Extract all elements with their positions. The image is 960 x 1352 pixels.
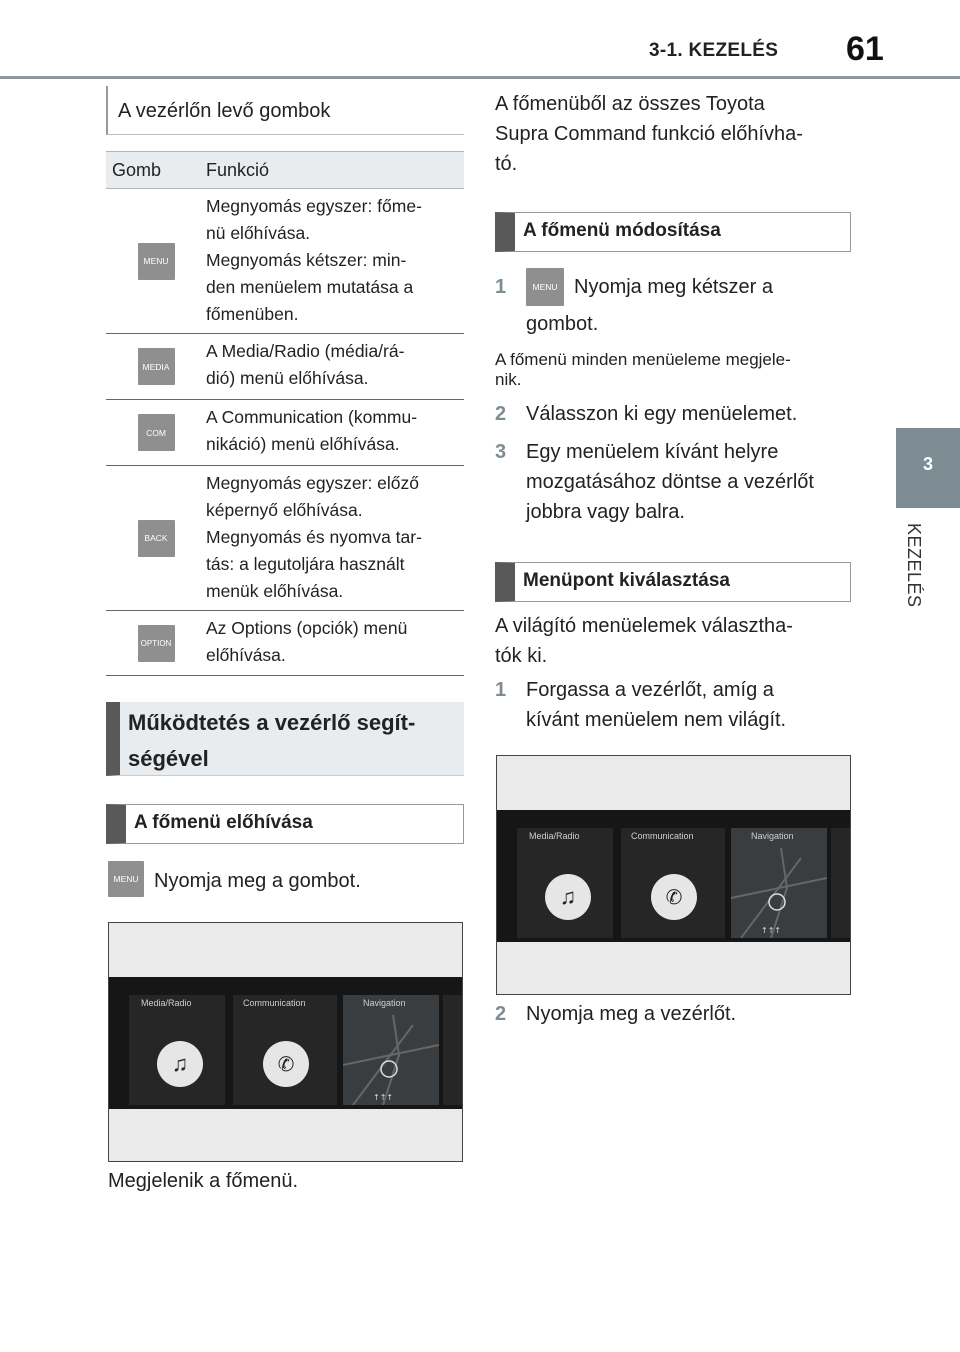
- step-text: Nyomja meg kétszer a: [574, 276, 773, 298]
- com-button-icon: COM: [138, 414, 175, 451]
- phone-icon: ✆: [651, 874, 697, 920]
- heading-line: Működtetés a vezérlő segít-: [128, 710, 416, 735]
- svg-text:↑↑↑: ↑↑↑: [761, 926, 782, 935]
- phone-icon: ✆: [263, 1041, 309, 1087]
- music-note-icon: ♫: [545, 874, 591, 920]
- step-line: Egy menüelem kívánt helyre: [526, 441, 779, 463]
- step-text: [526, 675, 786, 735]
- table-row: [106, 334, 464, 400]
- row-function: [206, 611, 464, 675]
- caption-text: Megjelenik a főmenü.: [108, 1170, 299, 1192]
- chapter-number: 3: [922, 454, 933, 474]
- navigation-tile-label: Navigation: [363, 998, 406, 1008]
- row-line: képernyő előhívása.: [206, 500, 363, 520]
- main-menu-screenshot: [108, 922, 463, 1162]
- header-divider: [0, 76, 960, 79]
- row-function: [206, 400, 464, 465]
- communication-tile: [621, 828, 725, 938]
- table-row: [106, 611, 464, 676]
- step-text: Válasszon ki egy menüelemet.: [526, 403, 798, 425]
- media-button-icon: MEDIA: [138, 348, 175, 385]
- note-text: [495, 350, 791, 390]
- note-line: nik.: [495, 370, 522, 389]
- next-tile: [831, 828, 851, 938]
- step-line: mozgatásához döntse a vezérlőt: [526, 471, 814, 493]
- row-line: tás: a legutoljára használt: [206, 554, 405, 574]
- menu-button-icon: MENU: [526, 268, 564, 306]
- screen-area: [497, 810, 850, 942]
- step-line: kívánt menüelem nem világít.: [526, 709, 787, 731]
- media-tile-label: Media/Radio: [141, 998, 192, 1008]
- menu-button-icon: MENU: [138, 243, 175, 280]
- map-icon: [343, 995, 439, 1105]
- step-number: 3: [495, 441, 507, 463]
- section-heading-controller: [106, 702, 464, 776]
- row-line: Megnyomás egyszer: főme-: [206, 196, 422, 216]
- page-number: 61: [846, 30, 884, 68]
- row-line: A Media/Radio (média/rá-: [206, 341, 405, 361]
- row-line: Megnyomás egyszer: előző: [206, 473, 420, 493]
- step-number: 1: [495, 679, 507, 701]
- row-line: nikáció) menü előhívása.: [206, 434, 400, 454]
- step-text: Nyomja meg a vezérlőt.: [526, 1003, 737, 1025]
- svg-text:↑↑↑: ↑↑↑: [373, 1093, 394, 1102]
- step-number: 2: [495, 403, 507, 425]
- menu-button-icon: MENU: [108, 861, 144, 897]
- music-note-icon: ♫: [157, 1041, 203, 1087]
- row-line: főmenüben.: [206, 304, 299, 324]
- option-button-icon: OPTION: [138, 625, 175, 662]
- row-line: dió) menü előhívása.: [206, 368, 369, 388]
- chapter-label-wrap: [900, 515, 930, 635]
- table-title: A vezérlőn levő gombok: [106, 86, 464, 135]
- navigation-tile-label: Navigation: [751, 831, 794, 841]
- intro-line: A főmenüből az összes Toyota: [495, 93, 765, 115]
- communication-tile-label: Communication: [243, 998, 306, 1008]
- intro-text: [495, 89, 803, 179]
- table-row: [106, 466, 464, 611]
- instruction-text: Nyomja meg a gombot.: [154, 870, 361, 892]
- header-button: Gomb: [112, 160, 162, 180]
- media-tile: [129, 995, 225, 1105]
- communication-tile: [233, 995, 337, 1105]
- table-row: [106, 189, 464, 334]
- map-icon: [731, 828, 827, 938]
- screen-area: [109, 977, 462, 1109]
- row-line: den menüelem mutatása a: [206, 277, 414, 297]
- table-row: [106, 400, 464, 466]
- select-line: tók ki.: [495, 645, 548, 667]
- next-tile: [443, 995, 463, 1105]
- row-line: Megnyomás és nyomva tar-: [206, 527, 422, 547]
- back-button-icon: BACK: [138, 520, 175, 557]
- button-table: [106, 86, 464, 676]
- main-menu-screenshot-2: [496, 755, 851, 995]
- row-line: A Communication (kommu-: [206, 407, 418, 427]
- chapter-tab: [896, 428, 960, 508]
- navigation-tile: [343, 995, 439, 1105]
- select-line: A világító menüelemek választha-: [495, 615, 793, 637]
- communication-tile-label: Communication: [631, 831, 694, 841]
- media-tile-label: Media/Radio: [529, 831, 580, 841]
- note-line: A főmenü minden menüeleme megjele-: [495, 350, 791, 369]
- media-tile: [517, 828, 613, 938]
- step-line: jobbra vagy balra.: [526, 501, 685, 523]
- row-line: Megnyomás kétszer: min-: [206, 250, 407, 270]
- section-title: 3-1. KEZELÉS: [649, 40, 779, 61]
- row-line: menük előhívása.: [206, 581, 344, 601]
- row-line: nü előhívása.: [206, 223, 311, 243]
- row-line: Az Options (opciók) menü: [206, 618, 408, 638]
- step-number: 2: [495, 1003, 507, 1025]
- row-function: [206, 334, 464, 399]
- step-number: 1: [495, 276, 507, 298]
- step-text: [526, 437, 814, 527]
- header-function: Funkció: [206, 160, 270, 180]
- subheading-select-menu-item: Menüpont kiválasztása: [495, 562, 851, 602]
- select-text: [495, 611, 793, 671]
- intro-line: tó.: [495, 153, 518, 175]
- intro-line: Supra Command funkció előhívha-: [495, 123, 803, 145]
- navigation-tile: [731, 828, 827, 938]
- subheading-call-main-menu: A főmenü előhívása: [106, 804, 464, 844]
- step-line: Forgassa a vezérlőt, amíg a: [526, 679, 774, 701]
- step-text: gombot.: [526, 313, 599, 335]
- heading-line: ségével: [128, 746, 209, 771]
- row-function: [206, 189, 464, 333]
- table-header: [106, 151, 464, 189]
- subheading-modify-main-menu: A főmenü módosítása: [495, 212, 851, 252]
- row-function: [206, 466, 464, 610]
- row-line: előhívása.: [206, 645, 286, 665]
- chapter-label: KEZELÉS: [904, 523, 924, 608]
